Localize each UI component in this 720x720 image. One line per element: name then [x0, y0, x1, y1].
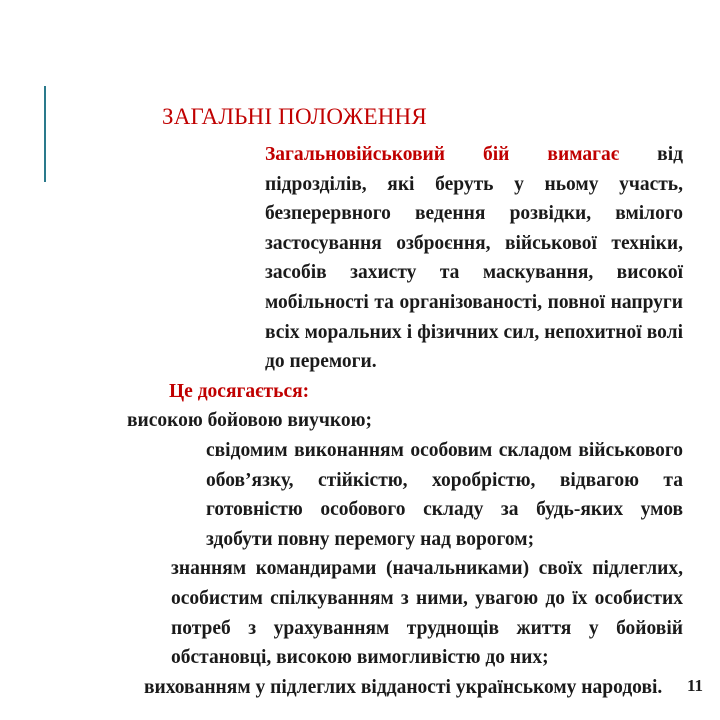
page-number: 11	[687, 676, 704, 695]
slide-title: ЗАГАЛЬНІ ПОЛОЖЕННЯ	[162, 104, 427, 129]
list-item-2: свідомим виконанням особовим складом військового обов’язку, стійкістю, хоробрістю, відвагою та готовністю особового складу за будь-яких умов здобути повну перемогу над ворогом;	[206, 439, 683, 550]
list-item-3: знанням командирами (начальниками) своїх підлеглих, особистим спілкуванням з ними, увагою до їх особистих потреб з урахуванням труднощів життя у бойовій обстановці, високою вимогливістю до них;	[171, 558, 683, 669]
accent-bar	[44, 86, 46, 182]
list-item-4: вихованням у підлеглих відданості українському народові.	[144, 676, 663, 698]
intro-lead-text: Загальновійськовий бій вимагає	[265, 144, 620, 165]
slide-body	[49, 140, 683, 702]
achieved-label: Це досягається:	[169, 380, 310, 402]
intro-rest-text: від підрозділів, які беруть у ньому участь, безперервного ведення розвідки, вмілого застосування озброєння, військової техніки, засобів захисту та маскування, високої мобільності та організованості, повної напруги всіх моральних і фізичних сил, непохитної волі до перемоги.	[265, 144, 683, 373]
intro-paragraph	[49, 140, 683, 377]
list-item-1: високою бойовою виучкою;	[127, 410, 372, 432]
